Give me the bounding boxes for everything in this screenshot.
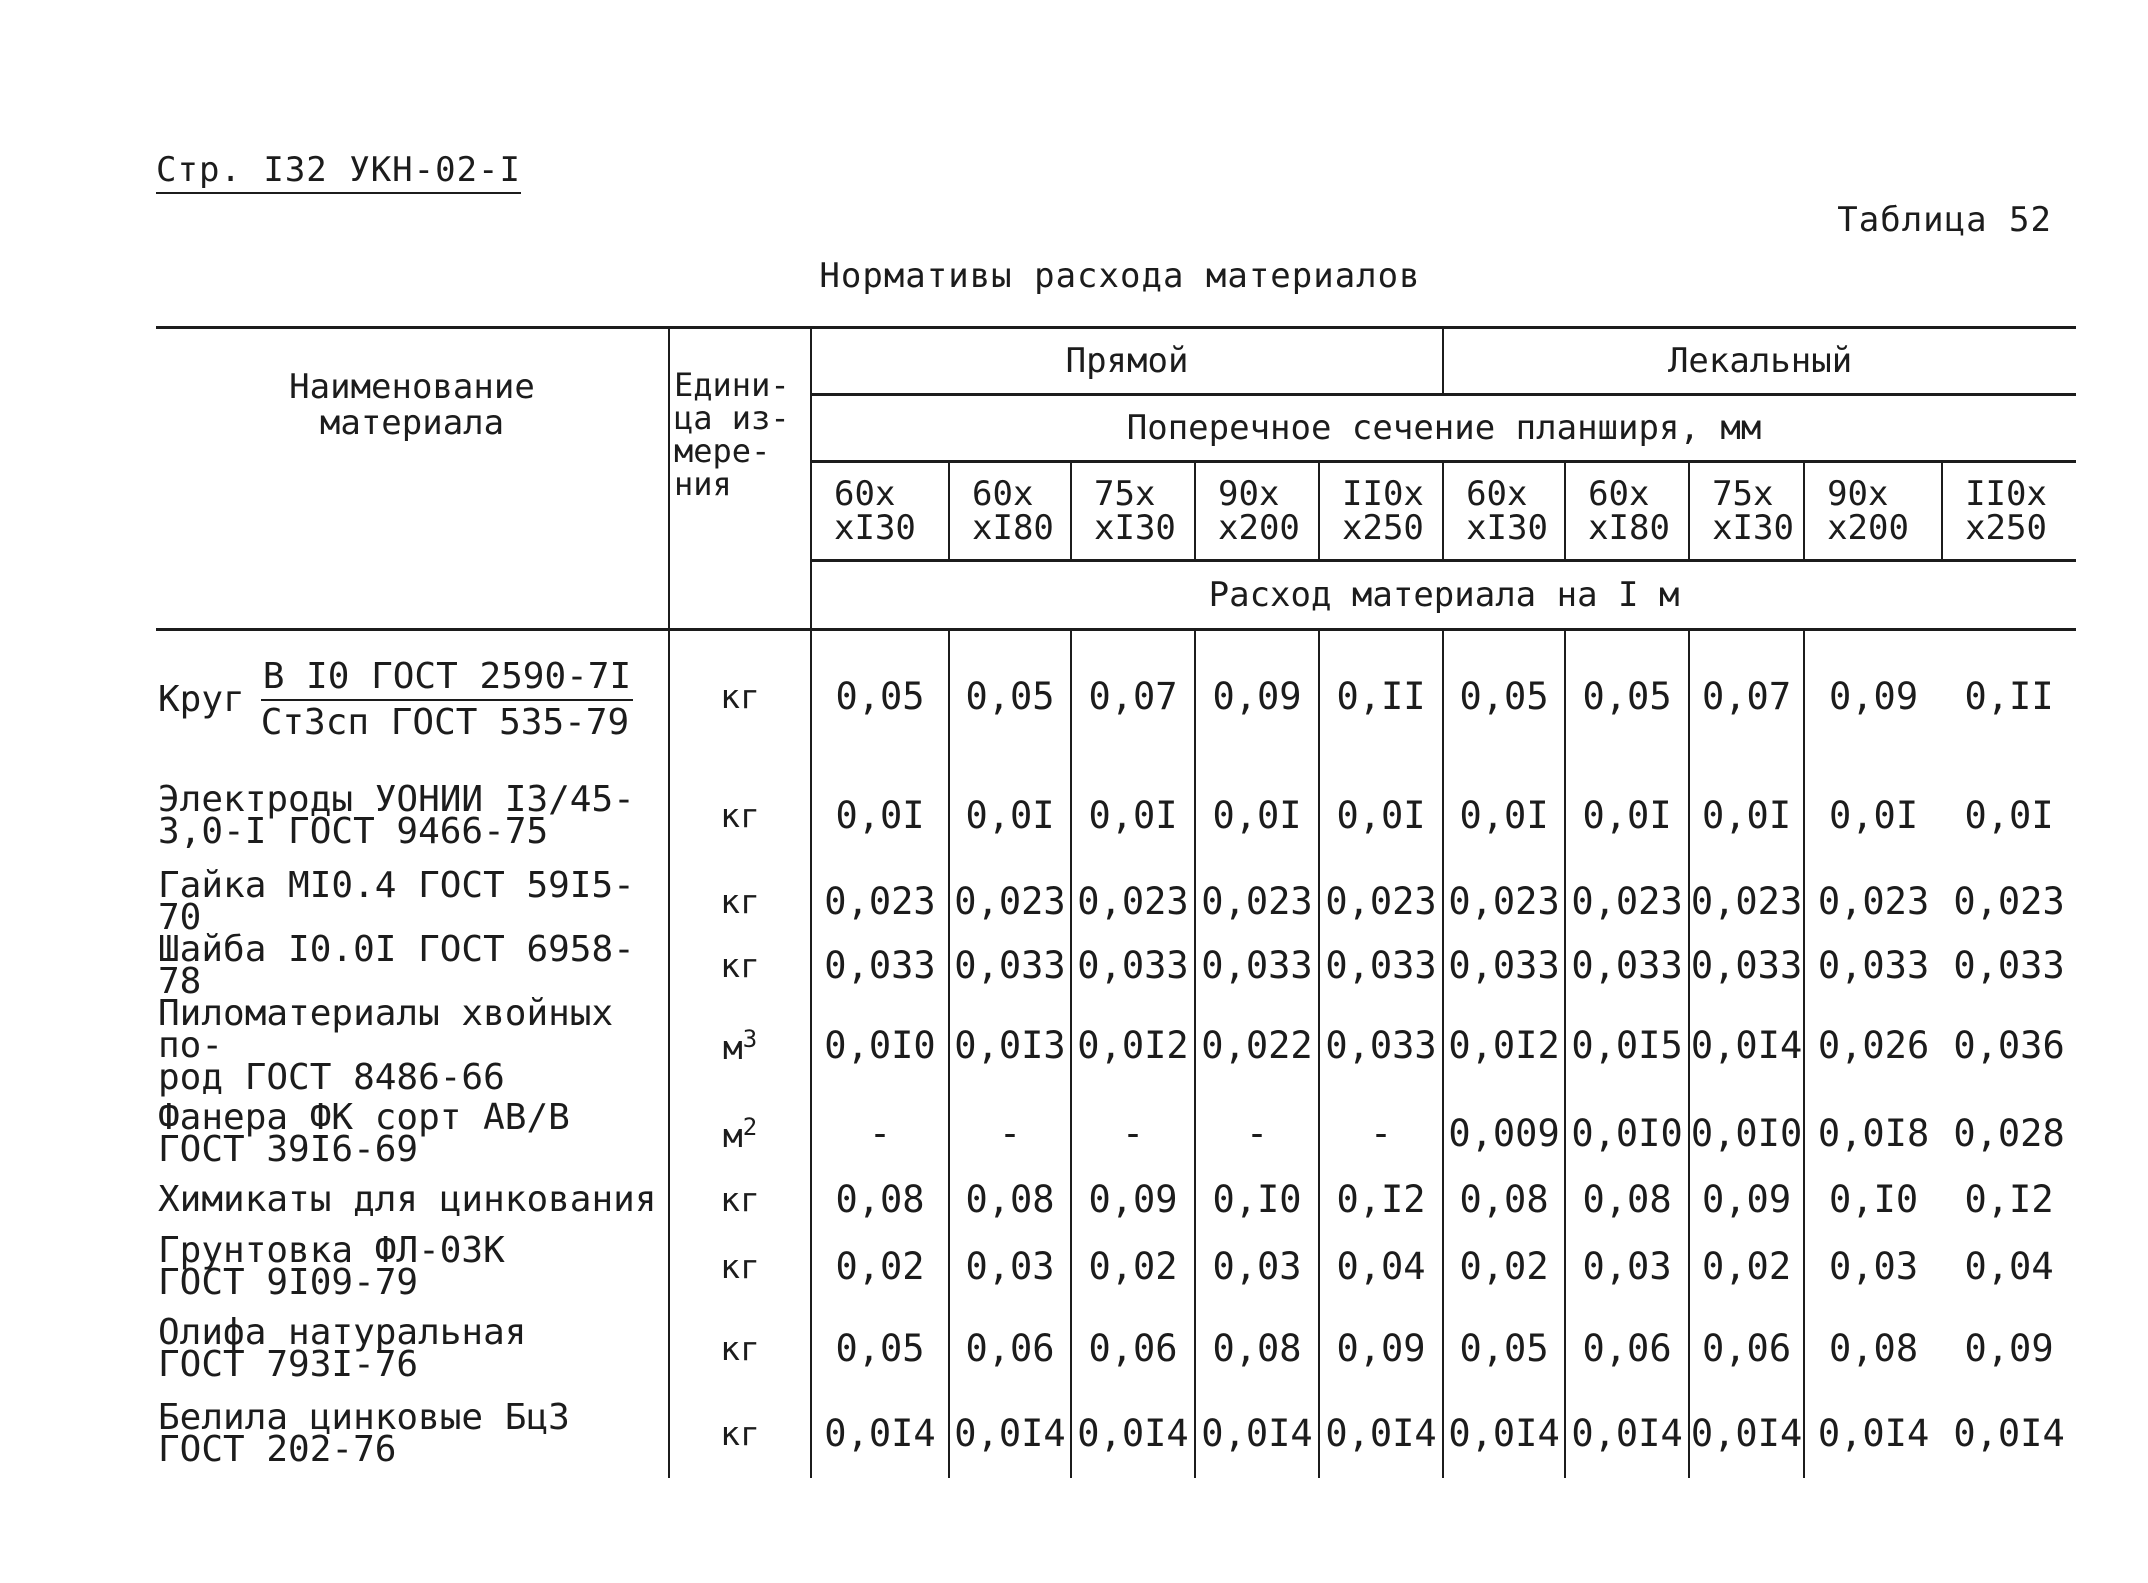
dim-line: II0x — [1965, 474, 2047, 514]
value-cell: - — [1195, 1094, 1319, 1174]
header-unit-line: мере- — [674, 432, 771, 470]
value-cell: 0,0I — [1195, 762, 1319, 870]
material-name — [156, 1174, 669, 1226]
material-unit: кг — [669, 1390, 811, 1478]
table-row — [156, 1308, 2076, 1390]
header-name-text: Наименование материала — [289, 367, 535, 443]
value-cell: 0,08 — [1565, 1174, 1689, 1226]
value-cell: 0,02 — [1443, 1226, 1565, 1308]
material-name-line: род ГОСТ 8486-66 — [158, 1056, 505, 1098]
value-cell: 0,02 — [811, 1226, 949, 1308]
value-cell: 0,022 — [1195, 998, 1319, 1094]
value-cell: 0,03 — [1804, 1226, 1942, 1308]
value-cell: 0,09 — [1195, 630, 1319, 762]
value-cell: 0,033 — [1443, 934, 1565, 998]
header-dim — [1689, 462, 1804, 561]
table-row — [156, 998, 2076, 1094]
value-cell: 0,033 — [1804, 934, 1942, 998]
value-cell: - — [1071, 1094, 1195, 1174]
page-header: Стр. I32 УКН-02-I — [156, 150, 521, 194]
header-dim — [811, 462, 949, 561]
header-dim — [1443, 462, 1565, 561]
unit-exponent: 2 — [742, 1112, 758, 1141]
material-name-line: Фанера ФК сорт АВ/В — [158, 1096, 570, 1138]
value-cell: - — [1319, 1094, 1443, 1174]
value-cell: 0,06 — [1689, 1308, 1804, 1390]
value-cell: 0,09 — [1689, 1174, 1804, 1226]
value-cell: 0,02 — [1071, 1226, 1195, 1308]
fraction-numerator: В I0 ГОСТ 2590-7I — [261, 655, 633, 701]
dim-line: xI30 — [834, 508, 916, 548]
value-cell: 0,033 — [1195, 934, 1319, 998]
value-cell: 0,023 — [1071, 870, 1195, 934]
value-cell: 0,05 — [1565, 630, 1689, 762]
value-cell: 0,033 — [1565, 934, 1689, 998]
header-dim — [1942, 462, 2076, 561]
value-cell: - — [949, 1094, 1071, 1174]
value-cell: 0,0I4 — [811, 1390, 949, 1478]
dim-line: II0x — [1342, 474, 1424, 514]
header-group-straight: Прямой — [811, 328, 1443, 395]
header-dim — [1804, 462, 1942, 561]
value-cell: 0,05 — [1443, 1308, 1565, 1390]
value-cell: 0,05 — [949, 630, 1071, 762]
material-name-line: ГОСТ 9I09-79 — [158, 1261, 419, 1303]
material-name-line: ГОСТ 202-76 — [158, 1428, 397, 1470]
dim-line: x250 — [1342, 508, 1424, 548]
table-row — [156, 934, 2076, 998]
dim-line: 75x — [1094, 474, 1156, 514]
value-cell: 0,08 — [1443, 1174, 1565, 1226]
value-cell: 0,023 — [1953, 880, 2065, 923]
value-cell: 0,0I — [1071, 762, 1195, 870]
value-cell: 0,036 — [1953, 1024, 2065, 1067]
dim-line: xI30 — [1466, 508, 1548, 548]
header-dim — [1565, 462, 1689, 561]
material-unit: кг — [669, 934, 811, 998]
value-cell: 0,0I — [949, 762, 1071, 870]
value-cell: 0,03 — [1195, 1226, 1319, 1308]
value-cell: 0,0I — [1319, 762, 1443, 870]
value-cell: 0,0I0 — [1689, 1094, 1804, 1174]
value-cell: 0,009 — [1443, 1094, 1565, 1174]
material-name-line: Шайба I0.0I ГОСТ 6958-78 — [158, 928, 635, 1002]
value-cell: 0,0I3 — [949, 998, 1071, 1094]
material-name-fraction — [261, 655, 633, 745]
value-cell: 0,I0 — [1804, 1174, 1942, 1226]
material-unit: кг — [669, 762, 811, 870]
value-cell: 0,023 — [1804, 870, 1942, 934]
material-name-line: Гайка MI0.4 ГОСТ 59I5-70 — [158, 864, 635, 938]
value-cell: 0,09 — [1804, 630, 1942, 762]
header-group-curved: Лекальный — [1443, 328, 2076, 395]
value-cell: 0,026 — [1804, 998, 1942, 1094]
material-name-line: Химикаты для цинкования — [158, 1178, 657, 1220]
header-dim — [1195, 462, 1319, 561]
material-name-line: ГОСТ 39I6-69 — [158, 1128, 419, 1170]
value-cell: 0,06 — [949, 1308, 1071, 1390]
value-cell: 0,II — [1319, 630, 1443, 762]
value-cell: 0,023 — [1319, 870, 1443, 934]
header-name — [156, 328, 669, 630]
value-cell: 0,0I4 — [1443, 1390, 1565, 1478]
value-cell: 0,06 — [1565, 1308, 1689, 1390]
value-cell: 0,033 — [949, 934, 1071, 998]
value-cell: 0,0I4 — [949, 1390, 1071, 1478]
value-cell: 0,II — [1964, 674, 2054, 718]
value-cell: 0,03 — [949, 1226, 1071, 1308]
material-name-line: ГОСТ 793I-76 — [158, 1343, 419, 1385]
material-name-line: Белила цинковые Бц3 — [158, 1396, 570, 1438]
table-body — [156, 630, 2076, 1478]
dim-line: 60x — [972, 474, 1034, 514]
material-unit: кг — [669, 1308, 811, 1390]
value-cell: 0,0I — [1689, 762, 1804, 870]
dim-line: xI80 — [972, 508, 1054, 548]
value-cell: 0,0I4 — [1195, 1390, 1319, 1478]
material-name-prefix: Круг — [158, 679, 245, 721]
value-cell: 0,0I4 — [1689, 1390, 1804, 1478]
header-unit-line: ния — [674, 465, 732, 503]
value-cell: 0,03 — [1565, 1226, 1689, 1308]
value-cell: 0,0I4 — [1953, 1412, 2065, 1455]
material-name-line: Электроды УОНИИ I3/45- — [158, 778, 635, 820]
material-unit: кг — [669, 630, 811, 762]
header-rate: Расход материала на I м — [811, 561, 2076, 630]
value-cell: 0,023 — [949, 870, 1071, 934]
value-cell: 0,08 — [949, 1174, 1071, 1226]
dim-line: x200 — [1218, 508, 1300, 548]
value-cell: 0,0I4 — [1071, 1390, 1195, 1478]
table-number: Таблица 52 — [1837, 200, 2052, 240]
unit-exponent: 3 — [742, 1024, 758, 1053]
value-cell: 0,05 — [1443, 630, 1565, 762]
value-cell: 0,0I2 — [1443, 998, 1565, 1094]
value-cell: 0,0I4 — [1565, 1390, 1689, 1478]
value-cell: 0,0I5 — [1565, 998, 1689, 1094]
value-cell: 0,0I — [1565, 762, 1689, 870]
value-cell: 0,0I — [811, 762, 949, 870]
table-row — [156, 1174, 2076, 1226]
fraction-denominator: Ст3сп ГОСТ 535-79 — [260, 702, 630, 744]
value-cell: 0,09 — [1071, 1174, 1195, 1226]
value-cell: 0,05 — [811, 1308, 949, 1390]
value-cell: 0,07 — [1689, 630, 1804, 762]
value-cell: 0,028 — [1953, 1112, 2065, 1155]
value-cell: 0,023 — [1443, 870, 1565, 934]
value-cell: 0,023 — [1195, 870, 1319, 934]
value-cell: 0,08 — [811, 1174, 949, 1226]
material-name-line: Пиломатериалы хвойных по- — [158, 992, 614, 1066]
dim-line: 75x — [1712, 474, 1774, 514]
dim-line: xI30 — [1094, 508, 1176, 548]
dim-line: x200 — [1827, 508, 1909, 548]
table-row — [156, 1390, 2076, 1478]
material-name — [156, 864, 669, 938]
value-cell: 0,0I — [1443, 762, 1565, 870]
material-name-line: Грунтовка ФЛ-03К — [158, 1229, 505, 1271]
value-cell: 0,05 — [811, 630, 949, 762]
header-unit-line: Едини- — [674, 366, 790, 404]
material-name — [156, 762, 669, 870]
value-cell: 0,033 — [1071, 934, 1195, 998]
dim-line: 90x — [1218, 474, 1280, 514]
value-cell: 0,08 — [1804, 1308, 1942, 1390]
value-cell: 0,02 — [1689, 1226, 1804, 1308]
dim-line: 60x — [1466, 474, 1528, 514]
dim-line: 60x — [1588, 474, 1650, 514]
header-dim — [1319, 462, 1443, 561]
value-cell: 0,I2 — [1964, 1178, 2054, 1221]
value-cell: 0,09 — [1964, 1327, 2054, 1370]
material-name-line: Олифа натуральная — [158, 1311, 527, 1353]
value-cell: 0,023 — [1689, 870, 1804, 934]
dim-line: xI30 — [1712, 508, 1794, 548]
material-name — [156, 1226, 669, 1308]
value-cell: 0,0I4 — [1689, 998, 1804, 1094]
material-name — [156, 1390, 669, 1478]
header-unit-line: ца из- — [674, 399, 790, 437]
value-cell: 0,023 — [1565, 870, 1689, 934]
table-row — [156, 762, 2076, 870]
table-head — [156, 328, 2076, 630]
value-cell: 0,0I4 — [1804, 1390, 1942, 1478]
table-row — [156, 1094, 2076, 1174]
value-cell: - — [811, 1094, 949, 1174]
value-cell: 0,09 — [1319, 1308, 1443, 1390]
material-name — [156, 630, 669, 762]
value-cell: 0,033 — [1953, 944, 2065, 987]
materials-table — [156, 326, 2076, 1478]
value-cell: 0,033 — [1319, 934, 1443, 998]
material-unit: кг — [669, 1174, 811, 1226]
value-cell: 0,04 — [1964, 1245, 2054, 1288]
value-cell: 0,I0 — [1195, 1174, 1319, 1226]
table-row — [156, 870, 2076, 934]
dim-line: x250 — [1965, 508, 2047, 548]
value-cell: 0,033 — [1689, 934, 1804, 998]
dim-line: xI80 — [1588, 508, 1670, 548]
material-name — [156, 1094, 669, 1174]
dim-line: 60x — [834, 474, 896, 514]
header-dim — [949, 462, 1071, 561]
value-cell: 0,0I8 — [1804, 1094, 1942, 1174]
value-cell: 0,0I — [1964, 794, 2054, 837]
header-unit — [669, 328, 811, 630]
value-cell: 0,0I2 — [1071, 998, 1195, 1094]
table-row — [156, 1226, 2076, 1308]
value-cell: 0,0I0 — [1565, 1094, 1689, 1174]
material-name — [156, 1308, 669, 1390]
value-cell: 0,0I4 — [1319, 1390, 1443, 1478]
value-cell: 0,I2 — [1319, 1174, 1443, 1226]
value-cell: 0,0I — [1804, 762, 1942, 870]
value-cell: 0,023 — [811, 870, 949, 934]
material-name — [156, 928, 669, 1002]
header-dim — [1071, 462, 1195, 561]
material-unit: кг — [669, 870, 811, 934]
dim-line: 90x — [1827, 474, 1889, 514]
material-name — [156, 992, 669, 1098]
value-cell: 0,04 — [1319, 1226, 1443, 1308]
material-name-line: 3,0-I ГОСТ 9466-75 — [158, 810, 549, 852]
value-cell: 0,08 — [1195, 1308, 1319, 1390]
value-cell: 0,06 — [1071, 1308, 1195, 1390]
value-cell: 0,0I0 — [811, 998, 949, 1094]
value-cell: 0,07 — [1071, 630, 1195, 762]
unit-base: м — [722, 1027, 743, 1067]
material-unit: кг — [669, 1226, 811, 1308]
value-cell: 0,033 — [811, 934, 949, 998]
material-unit — [669, 1094, 811, 1174]
value-cell: 0,033 — [1319, 998, 1443, 1094]
header-section: Поперечное сечение планширя, мм — [811, 395, 2076, 462]
table-row — [156, 630, 2076, 762]
unit-base: м — [722, 1115, 743, 1155]
table-title: Нормативы расхода материалов — [819, 256, 1421, 296]
material-unit — [669, 998, 811, 1094]
